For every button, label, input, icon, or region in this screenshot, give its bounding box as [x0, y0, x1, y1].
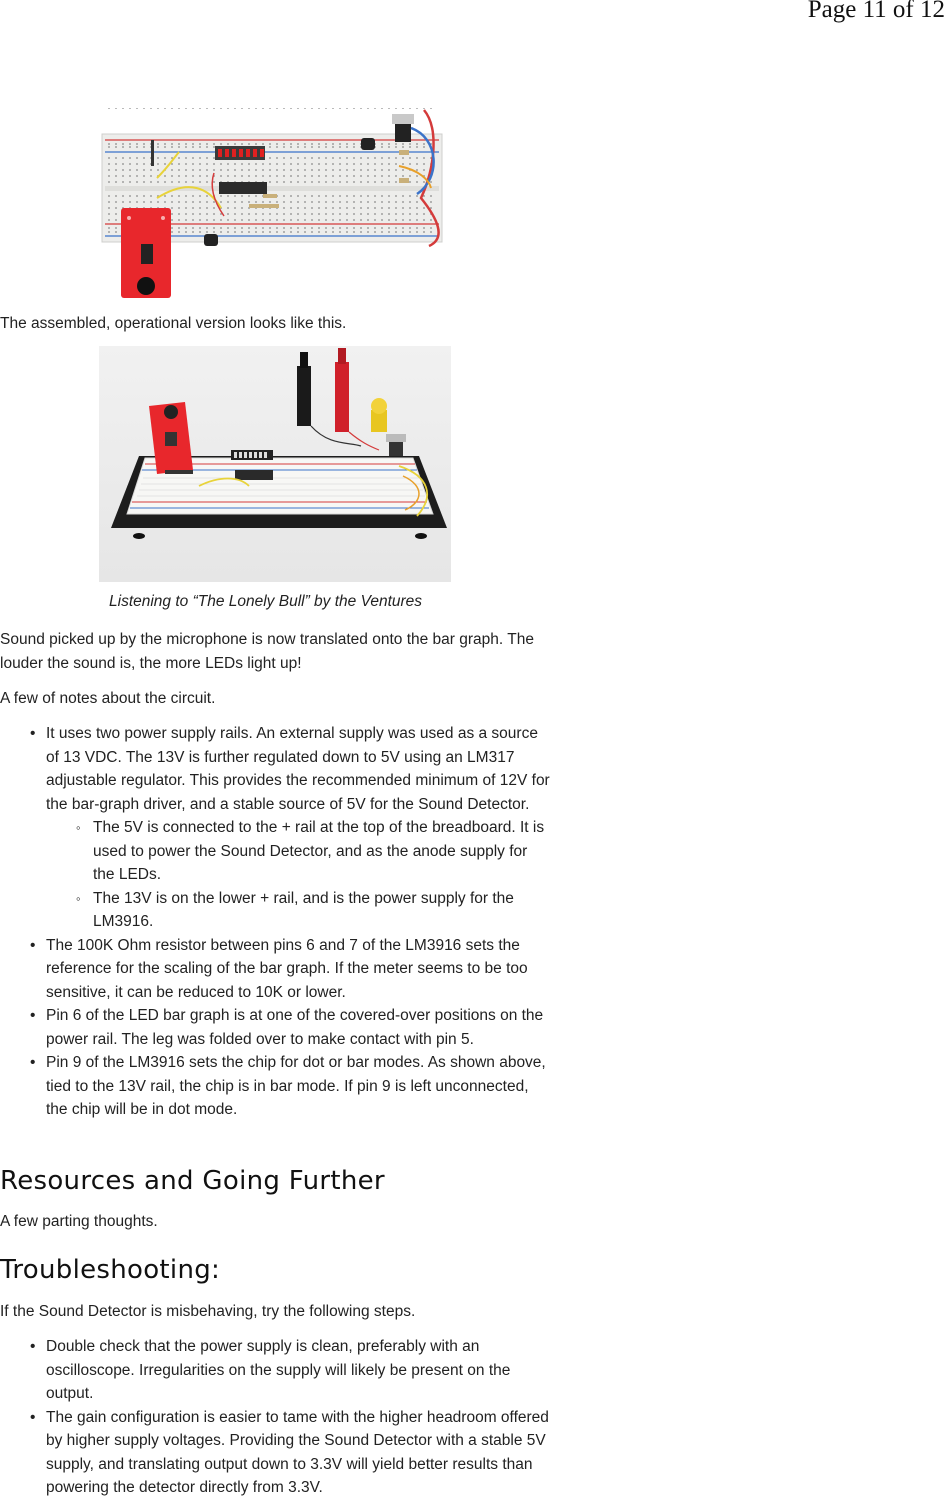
- list-item-text: It uses two power supply rails. An external supply was used as a source of 13 VDC. The 13V is further regulated down to 5V using an LM317 adjustable regulator. This provides the recommended minimum of 12V for the bar-graph driver, and a stable source of 5V for the Sound Detector.: [46, 725, 550, 813]
- assembled-text: The assembled, operational version looks like this.: [0, 315, 347, 332]
- list-item: • Pin 6 of the LED bar graph is at one of the covered-over positions on the power rail. The leg was folded over to make contact with pin 5.: [0, 1004, 552, 1051]
- sound-paragraph: Sound picked up by the microphone is now translated onto the bar graph. The louder the sound is, the more LEDs light up!: [0, 631, 534, 672]
- notes-intro: A few of notes about the circuit.: [0, 690, 216, 707]
- circuit-notes-list: [0, 722, 552, 1122]
- resources-text: A few parting thoughts.: [0, 1213, 158, 1230]
- resources-heading: Resources and Going Further: [0, 1166, 385, 1196]
- list-item: • Pin 9 of the LM3916 sets the chip for dot or bar modes. As shown above, tied to the 13V rail, the chip is in bar mode. If pin 9 is left unconnected, the chip will be in dot mode.: [0, 1051, 552, 1122]
- sub-list-item: ◦ The 13V is on the lower + rail, and is the power supply for the LM3916.: [46, 887, 552, 934]
- page-number: Page 11 of 12: [807, 0, 945, 23]
- troubleshooting-list: [0, 1335, 552, 1500]
- sub-list: [46, 816, 552, 934]
- list-item: • The 100K Ohm resistor between pins 6 and 7 of the LM3916 sets the reference for the scaling of the bar graph. If the meter seems to be too sensitive, it can be reduced to 10K or lower.: [0, 934, 552, 1005]
- sub-list-item: ◦ The 5V is connected to the + rail at the top of the breadboard. It is used to power the Sound Detector, and as the anode supply for the LEDs.: [46, 816, 552, 887]
- troubleshooting-intro: If the Sound Detector is misbehaving, try the following steps.: [0, 1303, 416, 1320]
- assembled-photo: [99, 346, 451, 582]
- figure-caption: Listening to “The Lonely Bull” by the Ventures: [109, 593, 423, 610]
- troubleshooting-heading: Troubleshooting:: [0, 1255, 221, 1285]
- list-item: [0, 722, 552, 934]
- breadboard-diagram: [99, 108, 451, 300]
- list-item: • The gain configuration is easier to tame with the higher headroom offered by higher supply voltages. Providing the Sound Detector with a stable 5V supply, and translating output down to 3.3V will yield better results than powering the detector directly from 3.3V.: [0, 1406, 552, 1500]
- list-item: • Double check that the power supply is clean, preferably with an oscilloscope. Irregularities on the supply will likely be present on the output.: [0, 1335, 552, 1406]
